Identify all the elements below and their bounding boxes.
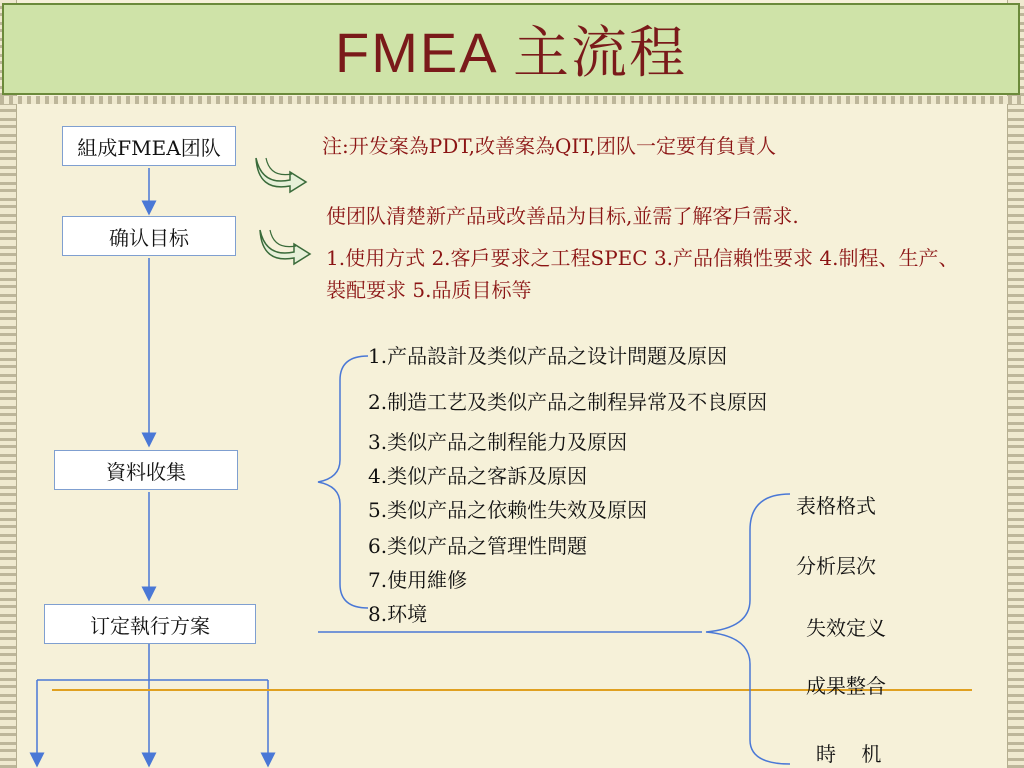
step-label: 組成FMEA团队 [77, 135, 221, 160]
step-data-collection [54, 450, 238, 490]
plan-item: 分析层次 [796, 554, 876, 578]
data-item: 8.环境 [368, 602, 428, 626]
plan-item: 失效定义 [806, 616, 886, 640]
step-execution-plan [44, 604, 256, 644]
curved-arrow-icon [256, 158, 306, 192]
data-item: 7.使用維修 [368, 568, 468, 592]
goal-note: 使团队清楚新产品或改善品为目标,並需了解客戶需求. [326, 204, 799, 228]
step-label: 資料收集 [106, 459, 186, 484]
plan-items-brace [706, 494, 790, 764]
goal-detail: 1.使用方式 2.客戶要求之工程SPEC 3.产品信賴性要求 4.制程、生产、裝配要求 5.品质目标等 [326, 246, 959, 302]
step-confirm-goal [62, 216, 236, 256]
data-item: 5.类似产品之依赖性失效及原因 [368, 498, 648, 522]
data-item: 1.产品設計及类似产品之设计問題及原因 [368, 344, 728, 368]
data-item: 4.类似产品之客訴及原因 [368, 464, 588, 488]
data-item: 2.制造工艺及类似产品之制程异常及不良原因 [368, 390, 768, 414]
plan-item: 表格格式 [796, 494, 876, 518]
plan-item: 時 机 [816, 742, 882, 766]
data-items-brace [318, 356, 368, 608]
data-item: 3.类似产品之制程能力及原因 [368, 430, 628, 454]
plan-item: 成果整合 [806, 674, 886, 698]
step-label: 确认目标 [109, 225, 189, 250]
team-note: 注:开发案為PDT,改善案為QIT,团队一定要有負責人 [322, 134, 777, 158]
page-title: FMEA 主流程 [334, 21, 688, 84]
step-label: 订定執行方案 [90, 613, 210, 638]
step-form-team [62, 126, 236, 166]
data-item: 6.类似产品之管理性問題 [368, 534, 588, 558]
curved-arrow-icon [260, 230, 310, 264]
